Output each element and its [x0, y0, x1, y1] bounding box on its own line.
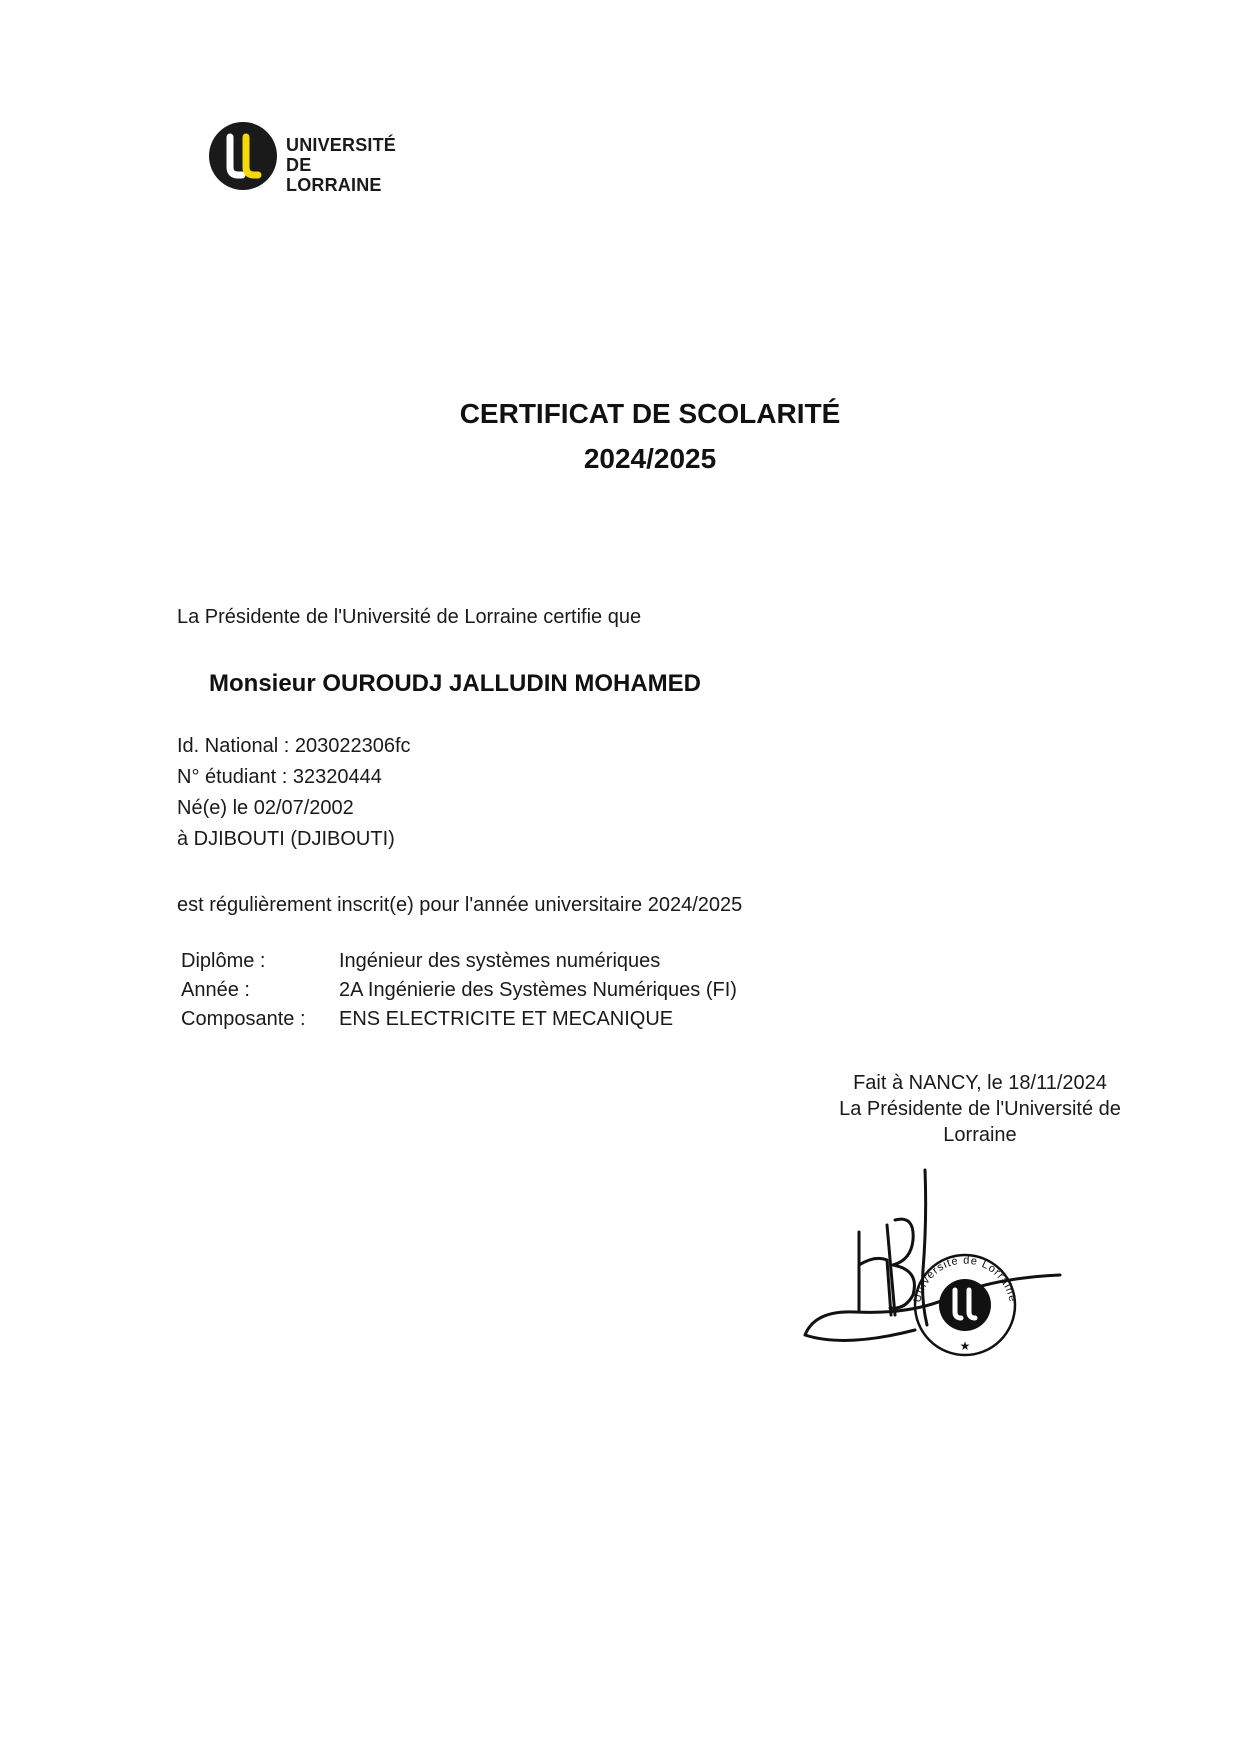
detail-row-component: [181, 1004, 737, 1033]
handwritten-signature: [805, 1170, 1060, 1340]
national-id: Id. National : 203022306fc: [177, 735, 411, 757]
university-logo-icon: [208, 121, 278, 191]
enrollment-details: [181, 946, 737, 1033]
detail-value: 2A Ingénierie des Systèmes Numériques (FI): [339, 979, 737, 1001]
signature-block: [770, 1070, 1190, 1148]
student-name: Monsieur OUROUDJ JALLUDIN MOHAMED: [209, 670, 702, 697]
place-date: Fait à NANCY, le 18/11/2024: [853, 1072, 1107, 1094]
detail-row-year: [181, 975, 737, 1004]
student-number: N° étudiant : 32320444: [177, 766, 382, 788]
detail-label: Année :: [181, 979, 250, 1001]
detail-value: ENS ELECTRICITE ET MECANIQUE: [339, 1008, 674, 1030]
birth-date: Né(e) le 02/07/2002: [177, 797, 354, 819]
university-logo: [208, 121, 408, 193]
detail-value: Ingénieur des systèmes numériques: [339, 950, 661, 972]
enrollment-statement: est régulièrement inscrit(e) pour l'année universitaire 2024/2025: [177, 894, 743, 916]
birth-place: à DJIBOUTI (DJIBOUTI): [177, 828, 395, 850]
detail-label: Diplôme :: [181, 950, 266, 972]
intro-text: La Présidente de l'Université de Lorraine certifie que: [177, 606, 642, 628]
university-logo-text: [286, 135, 408, 195]
student-info: [177, 731, 411, 855]
signatory-line-1: La Présidente de l'Université de: [839, 1098, 1121, 1120]
detail-label: Composante :: [181, 1008, 306, 1030]
stamp-text: Université de Lorraine: [911, 1254, 1019, 1304]
detail-row-diploma: [181, 946, 737, 975]
signatory-line-2: Lorraine: [943, 1124, 1017, 1146]
logo-line-1: UNIVERSITÉ: [286, 135, 397, 155]
star-icon: ★: [959, 1339, 971, 1353]
academic-year: 2024/2025: [583, 443, 717, 474]
logo-line-2: DE LORRAINE: [286, 155, 382, 195]
signature-and-stamp: [795, 1160, 1075, 1365]
certificate-title: CERTIFICAT DE SCOLARITÉ: [459, 398, 841, 429]
